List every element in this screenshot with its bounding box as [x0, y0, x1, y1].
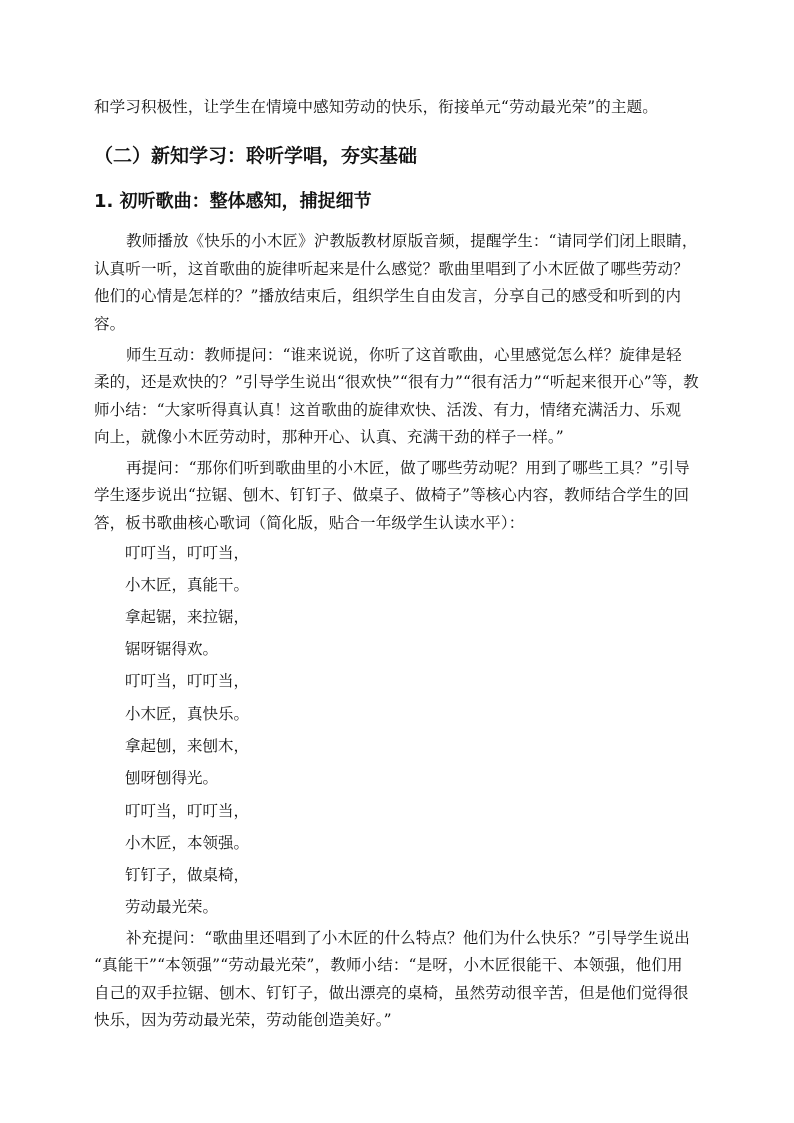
section-heading: （二）新知学习：聆听学唱，夯实基础	[94, 145, 418, 167]
lyric-line: 拿起刨，来刨木，	[125, 737, 250, 755]
lyric-line: 小木匠，真能干。	[125, 576, 250, 594]
paragraph3-line: 学生逐步说出“拉锯、刨木、钉钉子、做桌子、做椅子”等核心内容，教师结合学生的回	[94, 486, 690, 504]
paragraph1-line: 他们的心情是怎样的？”播放结束后，组织学生自由发言，分享自己的感受和听到的内	[94, 287, 682, 305]
lyric-line: 小木匠，真快乐。	[125, 705, 250, 723]
paragraph2-line: 柔的，还是欢快的？”引导学生说出“很欢快”“很有力”“很有活力”“听起来很开心”等，教	[94, 373, 699, 391]
paragraph1-line: 认真听一听，这首歌曲的旋律听起来是什么感觉？歌曲里唱到了小木匠做了哪些劳动？	[94, 260, 689, 278]
paragraph4-line: 补充提问：“歌曲里还唱到了小木匠的什么特点？他们为什么快乐？”引导学生说出	[126, 929, 690, 947]
lyric-line: 劳动最光荣。	[125, 898, 219, 916]
lyric-line: 叮叮当，叮叮当，	[125, 544, 250, 562]
subsection-heading: 1. 初听歌曲：整体感知，捕捉细节	[94, 191, 372, 212]
paragraph2-line: 向上，就像小木匠劳动时，那种开心、认真、充满干劲的样子一样。”	[94, 428, 564, 446]
paragraph1-line: 教师播放《快乐的小木匠》沪教版教材原版音频，提醒学生：“请同学们闭上眼睛，	[126, 232, 698, 250]
paragraph2-line: 师小结：“大家听得真认真！这首歌曲的旋律欢快、活泼、有力，情绪充满活力、乐观	[94, 401, 682, 419]
lyric-line: 小木匠，本领强。	[125, 834, 250, 852]
paragraph1-line: 容。	[94, 315, 126, 333]
lyric-line: 拿起锯，来拉锯，	[125, 608, 250, 626]
lyric-line: 叮叮当，叮叮当，	[125, 802, 250, 820]
paragraph4-line: “真能干”“本领强”“劳动最光荣”，教师小结：“是呀，小木匠很能干、本领强，他们用	[94, 956, 683, 974]
paragraph3-line: 再提问：“那你们听到歌曲里的小木匠，做了哪些劳动呢？用到了哪些工具？”引导	[126, 459, 690, 477]
lyric-line: 锯呀锯得欢。	[125, 640, 219, 658]
paragraph2-line: 师生互动：教师提问：“谁来说说，你听了这首歌曲，心里感觉怎么样？旋律是轻	[126, 346, 682, 364]
paragraph4-line: 快乐，因为劳动最光荣，劳动能创造美好。”	[94, 1011, 392, 1029]
paragraph3-line: 答，板书歌曲核心歌词（简化版，贴合一年级学生认读水平）：	[94, 514, 525, 532]
intro-tail-line: 和学习积极性，让学生在情境中感知劳动的快乐，衔接单元“劳动最光荣”的主题。	[94, 98, 658, 116]
paragraph4-line: 自己的双手拉锯、刨木、钉钉子，做出漂亮的桌椅，虽然劳动很辛苦，但是他们觉得很	[94, 984, 689, 1002]
lyric-line: 刨呀刨得光。	[125, 769, 219, 787]
lyric-line: 叮叮当，叮叮当，	[125, 672, 250, 690]
lyric-line: 钉钉子，做桌椅，	[125, 866, 250, 884]
